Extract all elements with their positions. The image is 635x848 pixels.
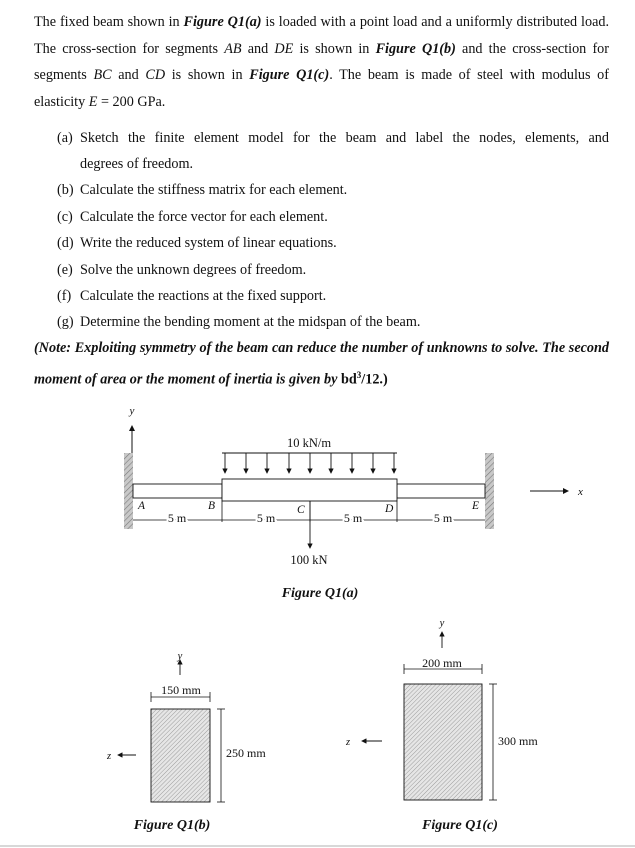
- question-f-text: Calculate the reactions at the fixed support.: [80, 288, 327, 304]
- fig-c-z-label: z: [346, 737, 351, 748]
- fig-c-width-label: 200 mm: [422, 656, 462, 670]
- figure-ref-a: Figure Q1(a): [183, 14, 262, 30]
- question-b-text: Calculate the stiffness matrix for each element.: [80, 182, 348, 198]
- fig-c-depth-label: 300 mm: [498, 734, 538, 748]
- figure-c-caption: Figure Q1(c): [422, 818, 498, 833]
- segment-bc: BC: [93, 67, 112, 83]
- node-d-label: D: [385, 503, 394, 515]
- intro-text-8: . The beam is made of steel with modulus of elasticity: [34, 67, 609, 110]
- cross-section-b-figure: [106, 651, 266, 833]
- span-ab-label: 5 m: [167, 511, 187, 525]
- note-formula-exponent: 3: [356, 369, 362, 380]
- span-bc-label: 5 m: [256, 511, 276, 525]
- fig-a-y-label: y: [129, 405, 135, 417]
- udl-arrows: [225, 453, 394, 473]
- segment-cd: CD: [145, 67, 166, 83]
- fig-a-x-label: x: [578, 486, 583, 498]
- left-fixed-support: [124, 453, 133, 529]
- intro-text-7: is shown in: [165, 67, 250, 83]
- question-g-label: (g): [57, 314, 74, 330]
- beam-segment-bcd: [222, 479, 397, 501]
- span-de-label: 5 m: [433, 511, 453, 525]
- segment-de: DE: [274, 40, 294, 57]
- modulus-symbol: E: [88, 93, 98, 110]
- beam-segment-ab: [133, 484, 222, 498]
- cross-section-c: [404, 684, 482, 800]
- intro-text-1: The fixed beam shown in: [34, 14, 184, 30]
- segment-ab: AB: [224, 40, 242, 57]
- figure-ref-c: Figure Q1(c): [249, 67, 330, 83]
- note-formula-base: bd: [341, 371, 357, 388]
- node-c-label: C: [297, 504, 305, 516]
- udl-label: 10 kN/m: [286, 436, 332, 450]
- beam-segment-de: [397, 484, 485, 498]
- fig-b-y-label: y: [177, 651, 183, 662]
- intro-text-6: and: [111, 67, 146, 83]
- intro-text-4: is shown in: [293, 40, 376, 57]
- note-text: (Note: Exploiting symmetry of the beam can reduce the number of unknowns to solve. The second moment of area or the moment of inertia is given by: [34, 340, 609, 388]
- intro-text-5: and the cross-section for segments: [34, 40, 609, 83]
- intro-text-9: = 200 GPa.: [97, 93, 166, 110]
- question-c-text: Calculate the force vector for each element.: [80, 209, 328, 225]
- figure-a-caption: Figure Q1(a): [281, 586, 359, 601]
- cross-section-c-figure: [345, 618, 538, 833]
- page-bottom-divider: [0, 845, 635, 847]
- question-d-text: Write the reduced system of linear equations.: [80, 235, 337, 251]
- fig-b-z-label: z: [107, 751, 112, 762]
- beam-figure: [124, 405, 583, 601]
- figure-b-caption: Figure Q1(b): [133, 818, 211, 833]
- question-e-label: (e): [57, 262, 73, 278]
- question-a-label: (a): [57, 130, 73, 146]
- cross-section-b: [151, 709, 210, 802]
- intro-text-3: and: [241, 40, 275, 57]
- question-d-label: (d): [57, 235, 74, 251]
- fig-b-width-label: 150 mm: [161, 683, 201, 697]
- note-formula-tail: /12.): [361, 371, 388, 388]
- right-fixed-support: [485, 453, 494, 529]
- question-a-text-cont: degrees of freedom.: [80, 156, 194, 172]
- question-c-label: (c): [57, 209, 73, 225]
- fig-c-y-label: y: [439, 618, 445, 629]
- question-e-text: Solve the unknown degrees of freedom.: [80, 262, 307, 278]
- span-cd-label: 5 m: [343, 511, 363, 525]
- fig-b-depth-label: 250 mm: [226, 746, 266, 760]
- node-a-label: A: [138, 500, 146, 512]
- figure-ref-b: Figure Q1(b): [375, 40, 456, 57]
- question-b-label: (b): [57, 182, 74, 198]
- intro-text-2: is loaded with a point load and a uniformly distributed load. The cross-section for segments: [34, 14, 610, 57]
- node-b-label: B: [208, 500, 216, 512]
- question-a-text: Sketch the finite element model for the beam and label the nodes, elements, and: [80, 130, 609, 146]
- question-g-text: Determine the bending moment at the midspan of the beam.: [80, 314, 421, 330]
- question-f-label: (f): [57, 288, 72, 304]
- point-load-label: 100 kN: [290, 553, 328, 567]
- node-e-label: E: [472, 500, 480, 512]
